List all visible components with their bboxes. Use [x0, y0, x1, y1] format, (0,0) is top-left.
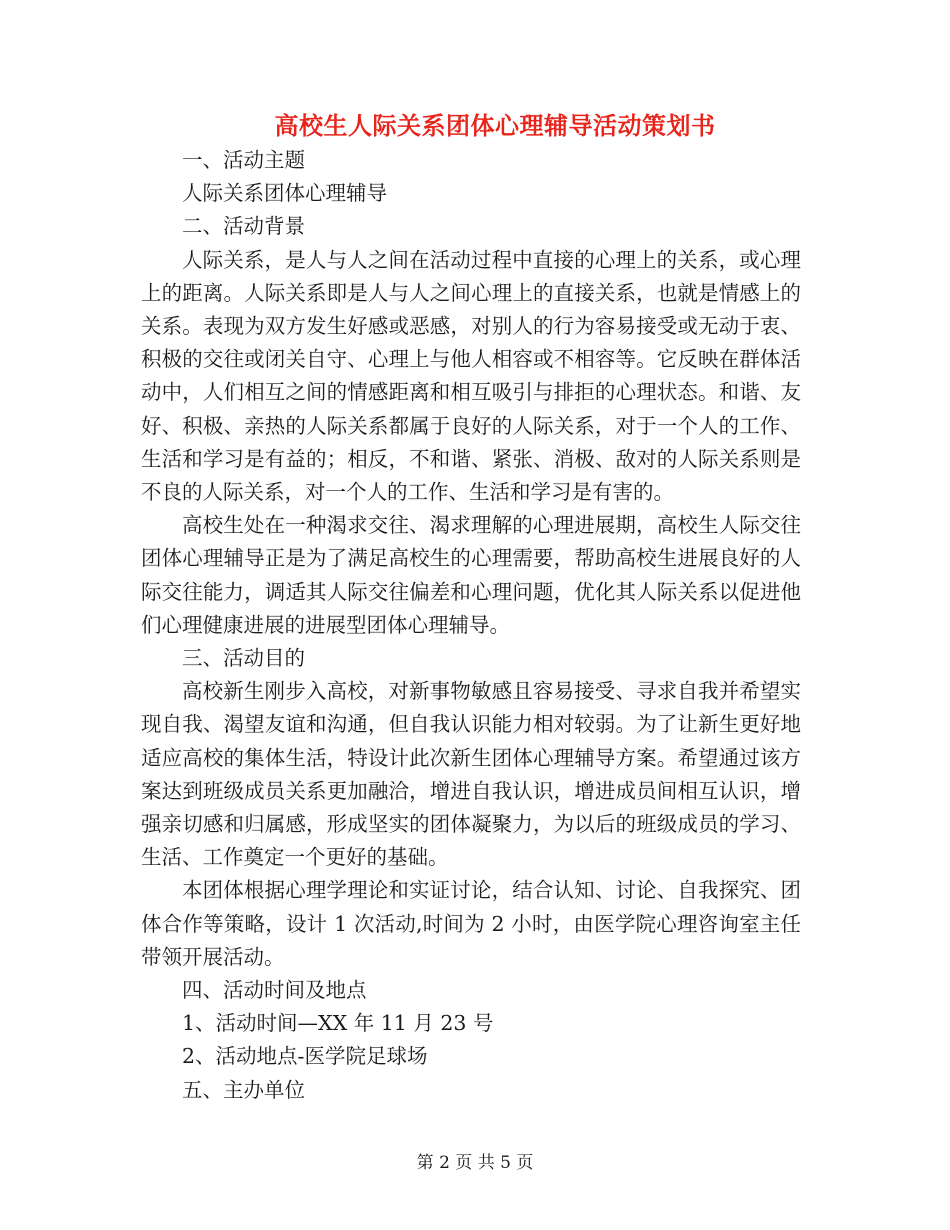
heading-activity-background: 二、活动背景 [182, 214, 305, 239]
paragraph-purpose-2: 本团体根据心理学理论和实证讨论，结合认知、讨论、自我探究、团体合作等策略，设计 1 次活动,时间为 2 小时，由医学院心理咨询室主任带领开展活动。 [141, 878, 801, 969]
paragraph-location: 2、活动地点-医学院足球场 [182, 1044, 428, 1069]
heading-activity-theme: 一、活动主题 [182, 148, 305, 172]
page-number-footer: 第 2 页 共 5 页 [416, 1153, 534, 1173]
paragraph-background-2: 高校生处在一种渴求交往、渴求理解的心理进展期，高校生人际交往团体心理辅导正是为了满足高校生的心理需要，帮助高校生进展良好的人际交往能力，调适其人际交往偏差和心理问题，优化其人际关系以促进他们心理健康进展的进展型团体心理辅导。 [141, 513, 801, 637]
paragraph-theme: 人际关系团体心理辅导 [182, 181, 387, 206]
paragraph-time: 1、活动时间—XX 年 11 月 23 号 [182, 1011, 494, 1036]
heading-organizer: 五、主办单位 [182, 1077, 305, 1102]
document-title: 高校生人际关系团体心理辅导活动策划书 [274, 111, 716, 140]
document-body [141, 144, 801, 1107]
paragraph-purpose-1: 高校新生刚步入高校，对新事物敏感且容易接受、寻求自我并希望实现自我、渴望友谊和沟通，但自我认识能力相对较弱。为了让新生更好地适应高校的集体生活，特设计此次新生团体心理辅导方案。希望通过该方案达到班级成员关系更加融洽，增进自我认识，增进成员间相互认识，增强亲切感和归属感，形成坚实的团体凝聚力，为以后的班级成员的学习、生活、工作奠定一个更好的基础。 [141, 679, 801, 870]
heading-activity-purpose: 三、活动目的 [182, 646, 305, 671]
paragraph-background-1: 人际关系，是人与人之间在活动过程中直接的心理上的关系，或心理上的距离。人际关系即是人与人之间心理上的直接关系，也就是情感上的关系。表现为双方发生好感或恶感，对别人的行为容易接受或无动于衷、积极的交往或闭关自守、心理上与他人相容或不相容等。它反映在群体活动中，人们相互之间的情感距离和相互吸引与排拒的心理状态。和谐、友好、积极、亲热的人际关系都属于良好的人际关系，对于一个人的工作、生活和学习是有益的；相反，不和谐、紧张、消极、敌对的人际关系则是不良的人际关系，对一个人的工作、生活和学习是有害的。 [141, 247, 801, 505]
heading-time-location: 四、活动时间及地点 [182, 978, 367, 1003]
